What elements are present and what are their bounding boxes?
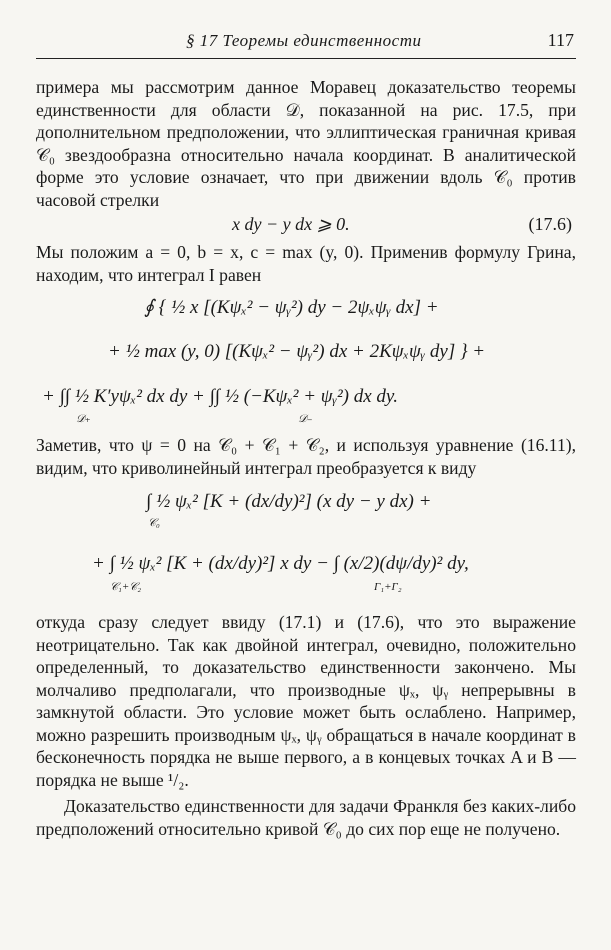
green-formula-line-3: + ∫∫ ½ K′yψₓ² dx dy + ∫∫ ½ (−Kψₓ² + ψᵧ²) dx dy. [42, 386, 399, 407]
header-rule [36, 58, 576, 59]
curve-integral-line-2: + ∫ ½ ψₓ² [K + (dx/dy)²] x dy − ∫ (x/2)(dψ/dy)² dy, [92, 553, 469, 574]
running-header [36, 30, 576, 51]
paragraph-1: примера мы рассмотрим данное Моравец доказательство теоремы единственности для области 𝒟, показанной на рис. 17.5, при дополнительном предположении, что эллиптическая граничная кривая 𝒞₀ звездообразна относительно начала координат. В аналитической форме это условие означает, что при движении вдоль 𝒞₀ против часовой стрелки [36, 77, 576, 210]
equation-17-6-number: (17.6) [528, 214, 572, 234]
equation-17-6 [36, 211, 576, 241]
curve-integral-contour-gamma: Γ₁+Γ₂ [374, 581, 402, 593]
paragraph-4: откуда сразу следует ввиду (17.1) и (17.6), что это выражение неотрицательно. Так как двойной интеграл, очевидно, положительно определенный, то доказательство единственности закончено. Мы молчаливо предполагали, что производные ψₓ, ψᵧ непрерывны в замкнутой области. Это условие может быть ослаблено. Например, можно разрешить производным ψₓ, ψᵧ обращаться в начале координат в бесконечность порядка не выше первого, а в концевых точках A и B — порядка не выше ¹/₂. [36, 612, 576, 790]
paragraph-2: Мы положим a = 0, b = x, c = max (y, 0). Применив формулу Грина, находим, что интеграл I равен [36, 242, 576, 285]
chapter-title: § 17 Теоремы единственности [186, 31, 422, 50]
curve-integral-contour-c1-c2: 𝒞₁+𝒞₂ [110, 581, 142, 593]
double-integral-domain-minus: 𝒟₋ [298, 413, 313, 425]
green-formula-line-1: ∮ { ½ x [(Kψₓ² − ψᵧ²) dy − 2ψₓψᵧ dx] + [144, 297, 439, 318]
double-integral-domain-plus: 𝒟₊ [76, 413, 91, 425]
paragraph-5: Доказательство единственности для задачи Франкля без каких-либо предположений относительно кривой 𝒞₀ до сих пор еще не получено. [36, 796, 576, 839]
page-number: 117 [547, 30, 574, 50]
green-formula-line-2: + ½ max (y, 0) [(Kψₓ² − ψᵧ²) dx + 2Kψₓψᵧ dy] } + [108, 341, 486, 362]
book-page [36, 30, 576, 840]
curve-integral-display [36, 479, 576, 611]
curve-integral-line-1: ∫ ½ ψₓ² [K + (dx/dy)²] (x dy − y dx) + [146, 491, 432, 512]
curve-integral-contour-c0: 𝒞₀ [148, 517, 160, 529]
green-formula-display [36, 286, 576, 434]
paragraph-3: Заметив, что ψ = 0 на 𝒞₀ + 𝒞₁ + 𝒞₂, и используя уравнение (16.11), видим, что криволинейный интеграл преобразуется к виду [36, 435, 576, 478]
equation-17-6-expression: x dy − y dx ⩾ 0. [232, 214, 350, 234]
